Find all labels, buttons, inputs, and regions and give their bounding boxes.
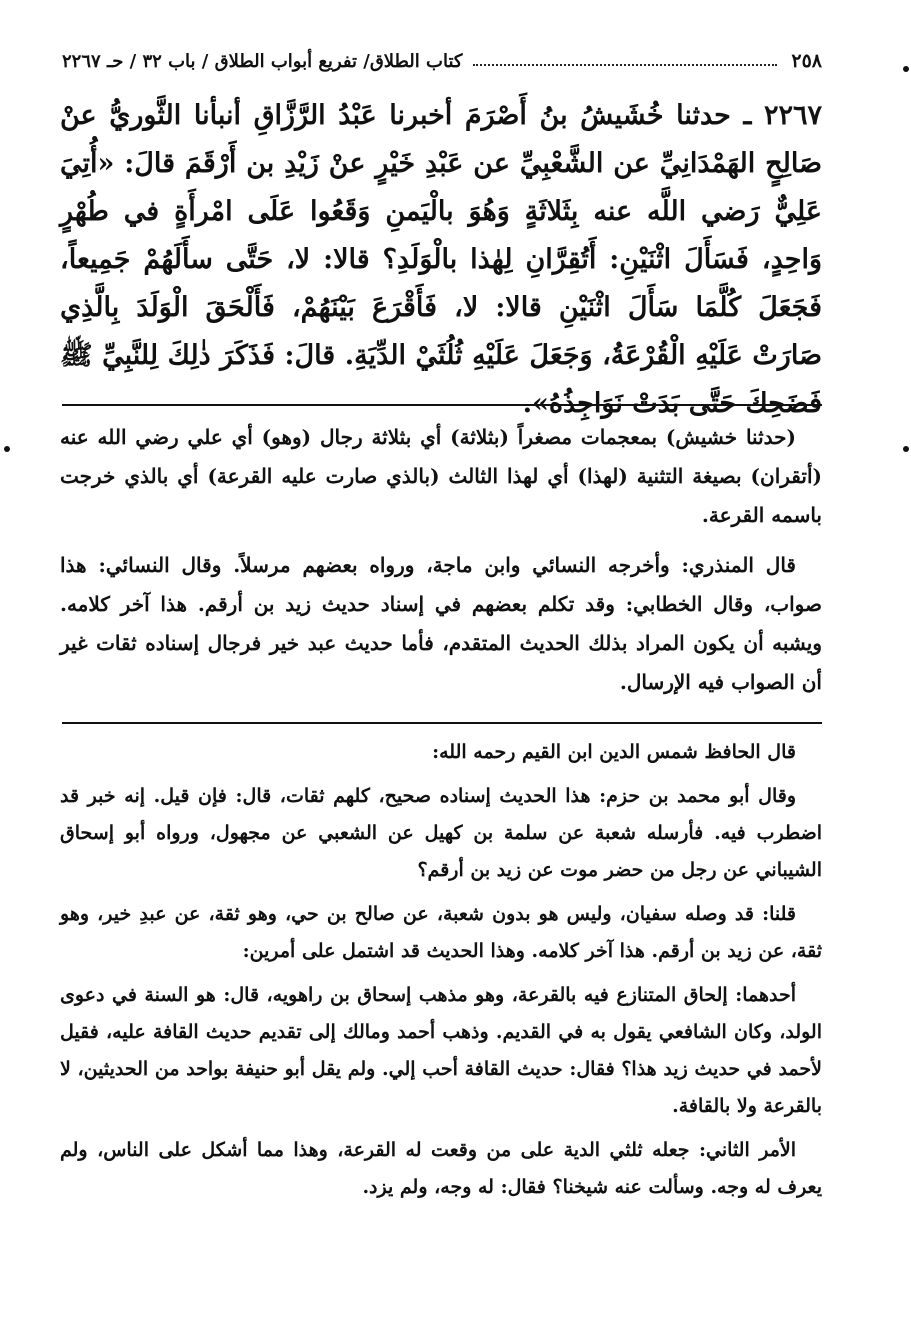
mundhiri-paragraph: قال المنذري: وأخرجه النسائي وابن ماجة، ورواه بعضهم مرسلاً. وقال النسائي: هذا صواب، وقال الخطابي: وقد تكلم بعضهم في إسناد حديث زيد بن أرقم. هذا آخر كلامه. ويشبه أن يكون المراد بذلك الحديث المتقدم، فأما حديث عبد خير فرجال إسناده ثقات غير أن الصواب فيه الإرسال. [60,553,822,694]
running-title: كتاب الطلاق/ تفريع أبواب الطلاق / باب ٣٢ / حـ ٢٢٦٧ [62,50,463,72]
mundhiri-note-block [60,546,822,702]
running-header [62,44,822,78]
ibn-qayyim-paragraph: أحدهما: إلحاق المتنازع فيه بالقرعة، وهو مذهب إسحاق بن راهويه، قال: هو السنة في دعوى الولد، وكان الشافعي يقول به في القديم. وذهب أحمد ومالك إلى تقديم حديث القافة عليه، فقيل لأحمد في حديث زيد هذا؟ فقال: حديث القافة أحب إلي. ولم يقل أبو حنيفة بواحد من الحديثين، لا بالقرعة ولا بالقافة. [60,984,822,1117]
section-divider-2 [62,722,822,724]
section-divider-1 [62,404,822,406]
scan-edge-mark [903,446,909,452]
ibn-qayyim-paragraph: قلنا: قد وصله سفيان، وليس هو بدون شعبة، عن صالح بن حي، وهو ثقة، عن عبدِ خير، وهو ثقة، عن زيد بن أرقم. هذا آخر كلامه. وهذا الحديث قد اشتمل على أمرين: [60,903,822,962]
commentary-paragraph: (حدثنا خشيش) بمعجمات مصغراً (بثلاثة) أي بثلاثة رجال (وهو) أي علي رضي الله عنه (أتقران) بصيغة التثنية (لهذا) أي لهذا الثالث (بالذي صارت عليه القرعة) أي بالذي خرجت باسمه القرعة. [60,425,822,527]
commentary-block [60,418,822,535]
scan-edge-mark [903,66,909,72]
scan-edge-mark [4,446,10,452]
page-number: ٢٥٨ [791,50,822,72]
ibn-qayyim-block [60,734,822,1206]
hadith-text: حدثنا خُشَيشُ بنُ أَصْرَمَ أخبرنا عَبْدُ الرَّزَّاقِ أنبأنا الثَّوريُّ عنْ صَالِحٍ الهَمْدَانِيِّ عن الشَّعْبِيِّ عن عَبْدِ خَيْرٍ عنْ زَيْدِ بن أَرْقَمَ قالَ: «أُتِيَ عَلِيٌّ رَضي اللَّه عنه بِثَلاثَةٍ وَهُوَ بالْيَمنِ وَقَعُوا عَلَى امْرأَةٍ في طُهْرٍ وَاحِدٍ، فَسَأَلَ اثْنَيْنِ: أَتُقِرَّانِ لِهٰذا بالْوَلَدِ؟ قالا: لا، حَتَّى سأَلَهُمْ جَمِيعاً، فَجَعَلَ كُلَّمَا سَأَلَ اثْنَيْنِ قالا: لا، فَأَقْرَعَ بَيْنَهُمْ، فَأَلْحَقَ الْوَلَدَ بِالَّذِي صَارَتْ عَلَيْهِ الْقُرْعَةُ، وَجَعَلَ عَلَيْهِ ثُلُثَيْ الدِّيَةِ. قالَ: فَذَكَرَ ذٰلِكَ لِلنَّبِيِّ ﷺ فَضَحِكَ حَتَّى بَدَتْ نَوَاجِذُهُ». [60,100,822,419]
ibn-qayyim-paragraph: الأمر الثاني: جعله ثلثي الدية على من وقعت له القرعة، وهذا مما أشكل على الناس، ولم يعرف له وجه. وسألت عنه شيخنا؟ فقال: له وجه، ولم يزد. [60,1139,822,1198]
ibn-qayyim-paragraph: وقال أبو محمد بن حزم: هذا الحديث إسناده صحيح، كلهم ثقات، قال: فإن قيل. إنه خبر قد اضطرب فيه. فأرسله شعبة عن سلمة بن كهيل عن الشعبي عن مجهول، ورواه أبو إسحاق الشيباني عن رجل من حضر موت عن زيد بن أرقم؟ [60,785,822,881]
hadith-number: ٢٢٦٧ ـ [743,100,823,131]
header-leader-dots [473,64,778,66]
ibn-qayyim-heading: قال الحافظ شمس الدين ابن القيم رحمه الله: [432,741,796,763]
hadith-text-block [60,92,822,428]
